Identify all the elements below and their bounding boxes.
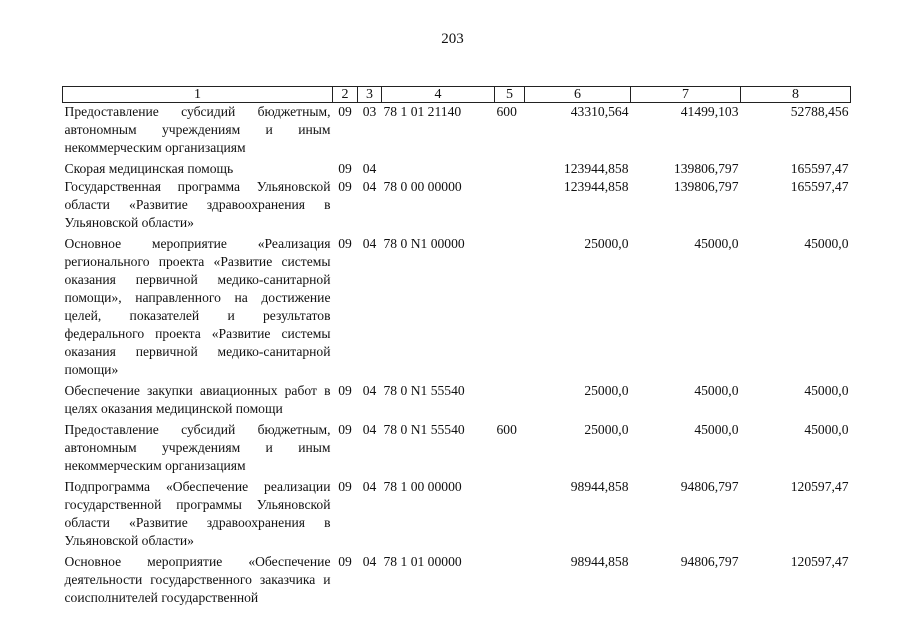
header-col-2: 2 [333,87,358,103]
row-expense-type [495,553,525,607]
row-subsection: 03 [362,104,377,119]
row-expense-type [495,478,525,553]
row-amount-year1: 25000,0 [584,422,629,437]
row-target-code: 78 1 01 00000 [383,554,462,569]
row-subsection: 04 [362,161,377,176]
table-row [63,553,851,607]
row-section: 09 [338,383,352,398]
row-expense-type [495,235,525,382]
row-amount-year3: 45000,0 [804,422,849,437]
row-amount-year1: 98944,858 [570,479,629,494]
row-amount-year2: 41499,103 [680,104,739,119]
row-amount-year2: 45000,0 [694,422,739,437]
row-amount-year2: 139806,797 [673,161,739,176]
row-amount-year2: 139806,797 [673,179,739,194]
row-target-code [382,160,495,178]
row-amount-year3: 165597,47 [790,179,849,194]
table-row [63,160,851,178]
row-name: Скорая медицинская помощь [64,161,234,176]
header-col-5: 5 [495,87,525,103]
table-row [63,103,851,161]
row-amount-year1: 123944,858 [563,161,629,176]
row-amount-year1: 123944,858 [563,179,629,194]
row-subsection: 04 [362,554,377,569]
table-row [63,478,851,553]
table-row [63,421,851,478]
row-amount-year1: 43310,564 [570,104,629,119]
row-subsection: 04 [362,479,377,494]
row-amount-year2: 45000,0 [694,383,739,398]
header-col-7: 7 [631,87,741,103]
table-header-row [63,87,851,103]
row-amount-year1: 25000,0 [584,236,629,251]
header-col-1: 1 [63,87,333,103]
row-name: Предоставление субсидий бюджетным, автономным учреждениям и иным некоммерческим организациям [64,422,331,473]
row-name: Предоставление субсидий бюджетным, автономным учреждениям и иным некоммерческим организациям [64,104,331,155]
row-target-code: 78 0 N1 55540 [383,383,465,398]
row-name: Основное мероприятие «Реализация регионального проекта «Развитие системы оказания первичной медико-санитарной помощи», направленного на достижение целей, показателей и результатов федерального проекта «Развитие системы оказания первичной медико-санитарной помощи» [64,236,331,377]
row-expense-type: 600 [496,104,517,119]
row-name: Обеспечение закупки авиационных работ в целях оказания медицинской помощи [64,383,331,416]
row-section: 09 [338,479,352,494]
page-number: 203 [441,31,464,47]
row-amount-year2: 94806,797 [680,479,739,494]
header-col-8: 8 [741,87,851,103]
row-section: 09 [338,236,352,251]
row-amount-year3: 165597,47 [790,161,849,176]
row-expense-type [495,382,525,421]
row-amount-year3: 45000,0 [804,236,849,251]
header-col-4: 4 [382,87,495,103]
row-section: 09 [338,104,352,119]
row-subsection: 04 [362,179,377,194]
row-name: Подпрограмма «Обеспечение реализации государственной программы Ульяновской области «Развитие здравоохранения в Ульяновской области» [64,479,331,548]
row-amount-year3: 45000,0 [804,383,849,398]
row-target-code: 78 1 01 21140 [383,104,462,119]
row-section: 09 [338,161,352,176]
row-target-code: 78 1 00 00000 [383,479,462,494]
row-target-code: 78 0 N1 00000 [383,236,465,251]
row-section: 09 [338,554,352,569]
budget-table [62,86,851,607]
row-amount-year3: 120597,47 [790,479,849,494]
row-name: Государственная программа Ульяновской области «Развитие здравоохранения в Ульяновской области» [64,179,331,230]
row-amount-year2: 45000,0 [694,236,739,251]
table-row [63,178,851,235]
header-col-6: 6 [525,87,631,103]
row-expense-type [495,178,525,235]
header-col-3: 3 [358,87,382,103]
table-row [63,235,851,382]
row-subsection: 04 [362,422,377,437]
row-subsection: 04 [362,383,377,398]
row-amount-year3: 52788,456 [790,104,849,119]
row-section: 09 [338,179,352,194]
row-expense-type: 600 [496,422,517,437]
row-amount-year3: 120597,47 [790,554,849,569]
table-row [63,382,851,421]
row-target-code: 78 0 N1 55540 [383,422,465,437]
row-expense-type [495,160,525,178]
row-subsection: 04 [362,236,377,251]
row-target-code: 78 0 00 00000 [383,179,462,194]
row-amount-year1: 98944,858 [570,554,629,569]
row-section: 09 [338,422,352,437]
row-amount-year2: 94806,797 [680,554,739,569]
row-name: Основное мероприятие «Обеспечение деятельности государственного заказчика и соисполнителей государственной [64,554,331,605]
row-amount-year1: 25000,0 [584,383,629,398]
